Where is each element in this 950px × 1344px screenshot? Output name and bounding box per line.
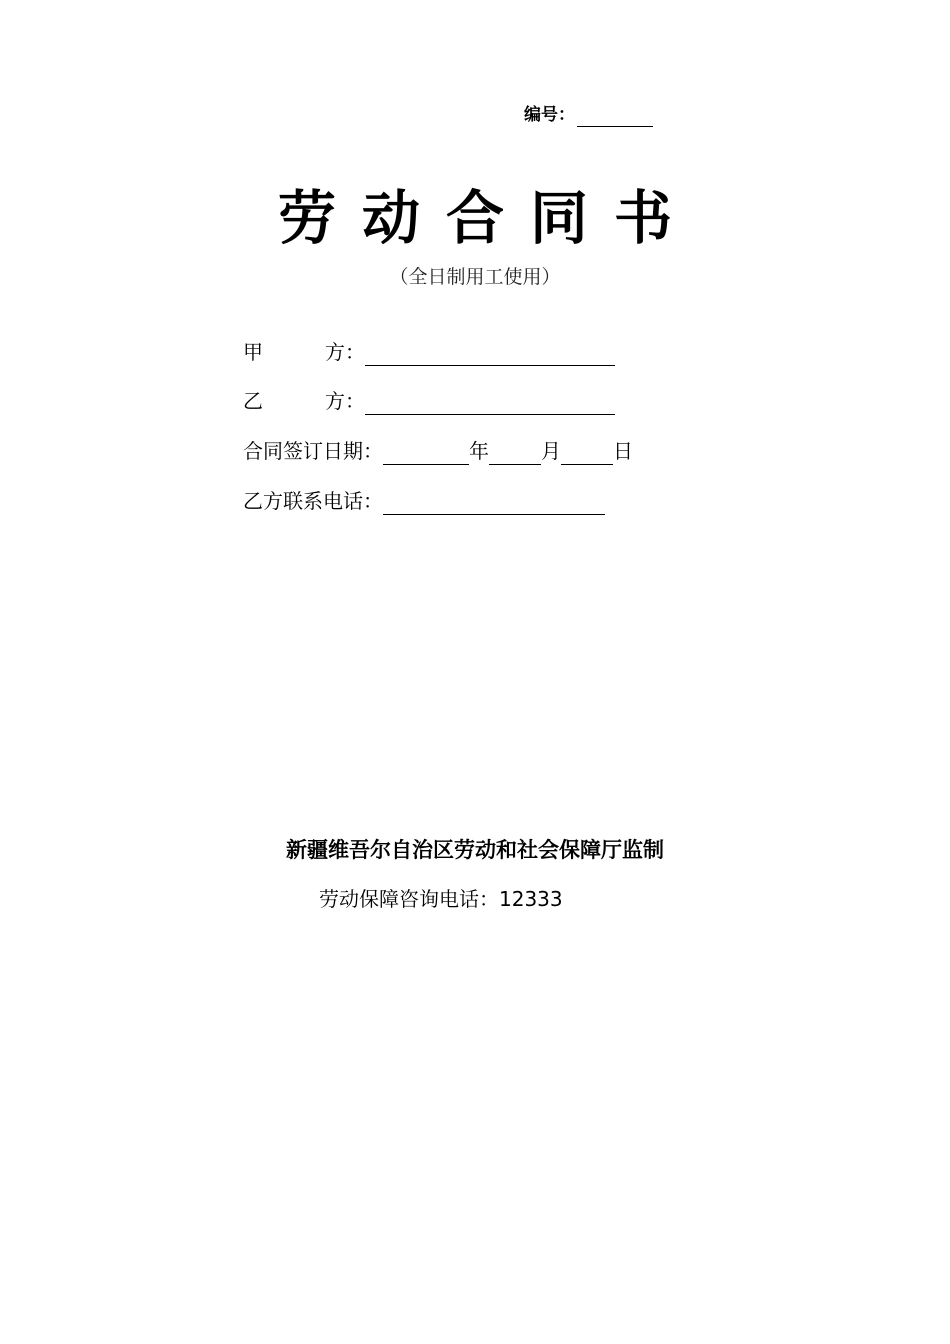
document-title: 劳动合同书 — [277, 184, 698, 252]
party-b-label-2: 方： — [325, 389, 365, 413]
document-subtitle: （全日制用工使用） — [389, 266, 561, 288]
party-b-phone-label: 乙方联系电话： — [243, 489, 383, 513]
issuing-authority: 新疆维吾尔自治区劳动和社会保障厅监制 — [286, 838, 664, 862]
party-b-label-1: 乙 — [243, 389, 263, 413]
party-b-blank[interactable] — [365, 390, 615, 415]
party-b-phone-blank[interactable] — [383, 490, 605, 515]
sign-date-field — [243, 437, 633, 465]
party-b-field — [243, 387, 615, 415]
serial-number-blank[interactable] — [577, 108, 653, 127]
sign-date-label: 合同签订日期： — [243, 439, 383, 463]
sign-day-blank[interactable] — [561, 440, 613, 465]
sign-month-blank[interactable] — [489, 440, 541, 465]
party-b-phone-field — [243, 487, 605, 515]
party-a-field — [243, 338, 615, 366]
year-label: 年 — [469, 439, 489, 463]
party-a-label-2: 方： — [325, 340, 365, 364]
party-a-blank[interactable] — [365, 341, 615, 366]
serial-number — [524, 103, 653, 127]
month-label: 月 — [541, 439, 561, 463]
party-a-label-1: 甲 — [243, 340, 263, 364]
sign-year-blank[interactable] — [383, 440, 469, 465]
serial-number-label: 编号： — [524, 105, 575, 125]
consult-hotline: 劳动保障咨询电话：12333 — [319, 887, 563, 911]
day-label: 日 — [613, 439, 633, 463]
